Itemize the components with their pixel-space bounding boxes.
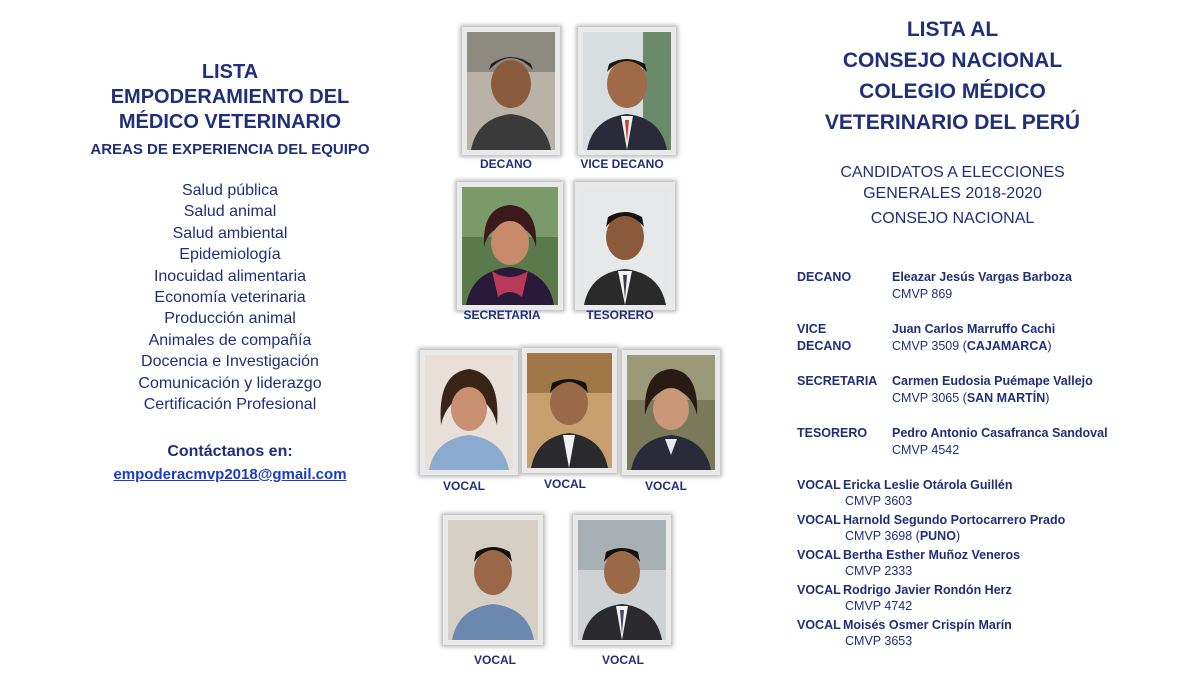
contact-label: Contáctanos en: bbox=[167, 443, 293, 460]
left-subtitle: AREAS DE EXPERIENCIA DEL EQUIPO bbox=[90, 141, 370, 158]
right-title-line: VETERINARIO DEL PERÚ bbox=[824, 111, 1081, 134]
areas-list bbox=[60, 180, 400, 415]
left-title-line: LISTA bbox=[201, 61, 259, 83]
officer-role-line: VICE bbox=[797, 322, 827, 336]
area-item: Inocuidad alimentaria bbox=[153, 267, 307, 285]
cmvp-number: CMVP 3603 bbox=[845, 494, 913, 508]
cmvp-number: CMVP 2333 bbox=[845, 564, 913, 578]
vocal-name: Ericka Leslie Otárola Guillén bbox=[843, 478, 1013, 492]
cmvp-number: CMVP 3065 ( bbox=[892, 391, 967, 405]
vocal-5-label: VOCAL bbox=[602, 653, 644, 667]
secretaria-photo bbox=[457, 182, 563, 310]
vice-decano-label: VICE DECANO bbox=[580, 157, 664, 171]
officer-role: SECRETARIA bbox=[797, 374, 878, 388]
person-photo-icon bbox=[462, 187, 558, 305]
area-item: Salud ambiental bbox=[172, 224, 288, 242]
cmvp-region: CAJAMARCA bbox=[966, 339, 1048, 353]
vocal-3-label: VOCAL bbox=[645, 479, 687, 493]
officer-cmvp: CMVP 3065 (SAN MARTÍN) bbox=[892, 391, 1050, 405]
person-photo-icon bbox=[583, 32, 671, 150]
council-label: CONSEJO NACIONAL bbox=[870, 210, 1035, 227]
cmvp-number: CMVP 4742 bbox=[845, 599, 913, 613]
right-title-line: CONSEJO NACIONAL bbox=[842, 49, 1063, 72]
left-title bbox=[60, 60, 400, 135]
person-photo-icon bbox=[467, 32, 555, 150]
officer-cmvp bbox=[892, 286, 952, 303]
vice-decano-photo bbox=[578, 27, 676, 155]
vocal-5-photo bbox=[573, 515, 671, 645]
vocal-cmvp bbox=[845, 563, 912, 580]
decano-label: DECANO bbox=[479, 157, 532, 171]
decano-photo bbox=[462, 27, 560, 155]
right-title bbox=[800, 14, 1105, 138]
vocal-role: VOCAL bbox=[797, 583, 841, 597]
vocal-1-label: VOCAL bbox=[443, 479, 485, 493]
tesorero-label: TESORERO bbox=[586, 308, 654, 322]
officer-name: Pedro Antonio Casafranca Sandoval bbox=[892, 426, 1108, 440]
vocal-role: VOCAL bbox=[797, 513, 841, 527]
vocal-role: VOCAL bbox=[797, 548, 841, 562]
cmvp-number: CMVP 4542 bbox=[892, 443, 960, 457]
area-item: Animales de compañía bbox=[148, 331, 312, 349]
officer-role: DECANO bbox=[797, 270, 852, 284]
vocal-name: Moisés Osmer Crispín Marín bbox=[843, 618, 1012, 632]
vocal-name: Rodrigo Javier Rondón Herz bbox=[843, 583, 1012, 597]
officer-cmvp: CMVP 3509 (CAJAMARCA) bbox=[892, 339, 1052, 353]
right-subtitle-line: GENERALES 2018-2020 bbox=[863, 185, 1042, 202]
officer-name: Carmen Eudosia Puémape Vallejo bbox=[892, 374, 1093, 388]
officer-name: Juan Carlos Marruffo Cachi bbox=[892, 322, 1056, 336]
right-subtitle-line: CANDIDATOS A ELECCIONES bbox=[840, 164, 1065, 181]
person-photo-icon bbox=[627, 355, 715, 470]
left-title-line: EMPODERAMIENTO DEL bbox=[110, 86, 350, 108]
officer-role-line: DECANO bbox=[797, 339, 852, 353]
person-photo-icon bbox=[527, 353, 612, 468]
officer-role bbox=[797, 321, 851, 355]
vocal-name: Harnold Segundo Portocarrero Prado bbox=[843, 513, 1066, 527]
area-item: Economía veterinaria bbox=[154, 289, 306, 307]
officer-name: Eleazar Jesús Vargas Barboza bbox=[892, 270, 1072, 284]
vocal-cmvp bbox=[845, 493, 912, 510]
vocal-cmvp: CMVP 3698 (PUNO) bbox=[845, 529, 961, 543]
cmvp-number: CMVP 3698 ( bbox=[845, 529, 920, 543]
area-item: Producción animal bbox=[164, 310, 296, 328]
person-photo-icon bbox=[580, 187, 670, 305]
person-photo-icon bbox=[425, 355, 513, 470]
vocal-4-photo bbox=[443, 515, 543, 645]
area-item: Docencia e Investigación bbox=[141, 353, 319, 371]
area-item: Certificación Profesional bbox=[143, 396, 317, 414]
vocal-cmvp bbox=[845, 633, 912, 650]
person-photo-icon bbox=[448, 520, 538, 640]
officer-role: TESORERO bbox=[797, 426, 868, 440]
area-item: Salud animal bbox=[183, 203, 277, 221]
vocal-name: Bertha Esther Muñoz Veneros bbox=[843, 548, 1021, 562]
cmvp-number: CMVP 869 bbox=[892, 287, 953, 301]
vocal-cmvp bbox=[845, 598, 912, 615]
cmvp-region: PUNO bbox=[919, 529, 956, 543]
right-title-line: COLEGIO MÉDICO bbox=[859, 80, 1046, 103]
vocal-role: VOCAL bbox=[797, 478, 841, 492]
vocal-1-photo bbox=[420, 350, 518, 475]
cmvp-region: SAN MARTÍN bbox=[966, 391, 1046, 405]
right-subtitle bbox=[800, 162, 1105, 204]
vocal-2-label: VOCAL bbox=[544, 477, 586, 491]
vocal-2-photo bbox=[522, 348, 617, 473]
cmvp-number: CMVP 3509 ( bbox=[892, 339, 967, 353]
vocal-role: VOCAL bbox=[797, 618, 841, 632]
right-title-line: LISTA AL bbox=[906, 18, 999, 41]
left-title-line: MÉDICO VETERINARIO bbox=[118, 111, 342, 133]
vocal-3-photo bbox=[622, 350, 720, 475]
email-link[interactable]: empoderacmvp2018@gmail.com bbox=[113, 466, 347, 483]
area-item: Salud pública bbox=[181, 182, 279, 199]
area-item: Comunicación y liderazgo bbox=[138, 374, 322, 392]
vocal-4-label: VOCAL bbox=[474, 653, 516, 667]
cmvp-number: CMVP 3653 bbox=[845, 634, 913, 648]
area-item: Epidemiología bbox=[179, 246, 281, 264]
tesorero-photo bbox=[575, 182, 675, 310]
person-photo-icon bbox=[578, 520, 666, 640]
officer-cmvp bbox=[892, 442, 959, 459]
secretaria-label: SECRETARIA bbox=[463, 308, 541, 322]
